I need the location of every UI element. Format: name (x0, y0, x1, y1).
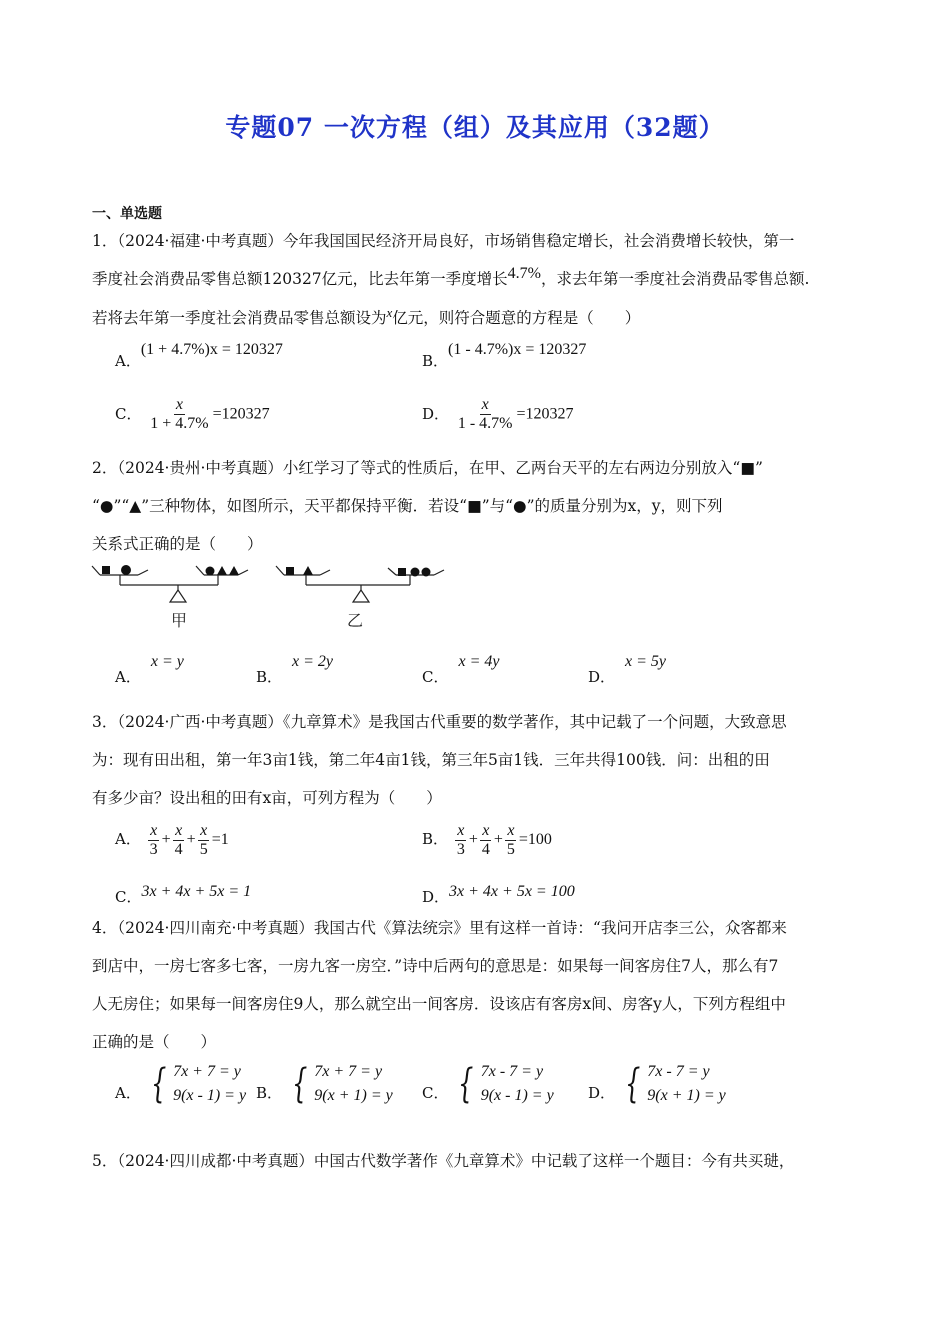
question-4-line-4: 正确的是（ ） (92, 1033, 217, 1051)
circle-icon (411, 568, 420, 577)
circle-icon (422, 568, 431, 577)
option-formula: (1 - 4.7%)x = 120327 (448, 341, 587, 358)
equation-row: 9(x + 1) = y (314, 1087, 393, 1104)
question-1-line-1: 1．（2024·福建·中考真题）今年我国国民经济开局良好，市场销售稳定增长，社会消费增长较快，第一 (92, 232, 795, 250)
question-1-text: 亿元，则符合题意的方程是（ ） (392, 309, 641, 327)
question-3 (92, 703, 857, 817)
question-2 (92, 449, 857, 563)
question-5 (92, 1142, 857, 1180)
circle-icon (121, 565, 131, 575)
question-1 (92, 222, 857, 338)
q2-option-c[interactable] (422, 650, 500, 686)
question-1-line-2 (92, 260, 857, 299)
question-2-line-1: 2．（2024·贵州·中考真题）小红学习了等式的性质后，在甲、乙两台天平的左右两边分别放入“■” (92, 459, 763, 477)
option-formula: x = 4y (458, 653, 500, 670)
equation-system: { 7x + 7 = y 9(x + 1) = y (291, 1061, 393, 1107)
option-label: C． (422, 668, 449, 686)
option-label: C． (115, 404, 142, 423)
option-label: D． (588, 668, 616, 686)
question-3-line-2: 为：现有田出租，第一年3亩1钱，第二年4亩1钱，第三年5亩1钱．三年共得100钱．问：出租的田 (92, 751, 770, 769)
option-label: B． (422, 830, 449, 849)
option-label: D． (588, 1084, 616, 1102)
equation-row: 7x - 7 = y (647, 1063, 710, 1080)
equation-row: 7x + 7 = y (173, 1063, 241, 1080)
equation-row: 9(x - 1) = y (480, 1087, 554, 1104)
growth-percent: 4.7% (507, 265, 541, 282)
option-formula: x = 2y (292, 653, 334, 670)
square-icon (102, 566, 110, 574)
triangle-icon (217, 566, 227, 575)
equation-row: 7x + 7 = y (314, 1063, 383, 1080)
q1-option-b[interactable] (422, 338, 587, 370)
option-label: A． (115, 830, 141, 849)
q2-option-b[interactable] (256, 650, 334, 686)
q4-option-a[interactable] (115, 1060, 246, 1108)
option-rhs: =1 (211, 831, 229, 849)
square-icon (286, 567, 294, 575)
scale-label-yi: 乙 (347, 611, 364, 630)
equation-system: { 7x - 7 = y 9(x - 1) = y (458, 1061, 554, 1107)
square-icon (398, 568, 406, 576)
question-1-text: 季度社会消费品零售总额120327亿元，比去年第一季度增长 (92, 270, 508, 288)
equation-row: 9(x + 1) = y (647, 1087, 726, 1104)
q4-option-d[interactable] (588, 1060, 726, 1108)
question-4-line-2: 到店中，一房七客多七客，一房九客一房空．”诗中后两句的意思是：如果每一间客房住7人，那么有7 (92, 957, 779, 975)
q1-option-a[interactable] (115, 338, 283, 370)
question-4-line-3: 人无房住；如果每一间客房住9人，那么就空出一间客房．设该店有客房x间、房客y人，下列方程组中 (92, 995, 786, 1013)
q3-option-a[interactable] (115, 822, 229, 859)
q1-option-c[interactable] (115, 396, 270, 433)
option-label: C． (422, 1084, 449, 1102)
option-label: D． (422, 888, 450, 906)
q4-option-c[interactable] (422, 1060, 554, 1108)
q2-option-d[interactable] (588, 650, 667, 686)
balance-scales-figure (90, 562, 450, 634)
denominator: 1 + 4.7% (150, 415, 209, 432)
option-label: A． (115, 668, 141, 686)
q3-option-d[interactable] (422, 880, 575, 906)
equation-system: { 7x + 7 = y 9(x - 1) = y (150, 1061, 247, 1107)
option-rhs: =120327 (516, 405, 574, 423)
option-formula: x = 5y (625, 653, 667, 670)
variable-x: x (386, 305, 393, 320)
question-2-line-2: “●”“▲”三种物体，如图所示，天平都保持平衡．若设“■”与“●”的质量分别为x，y，则下列 (92, 497, 723, 515)
question-5-line-1: 5．（2024·四川成都·中考真题）中国古代数学著作《九章算术》中记载了这样一个题目：今有共买琎， (92, 1152, 795, 1170)
option-formula: $\frac{x}{3}$ + $\frac{x}{4}$ + $\frac{x}{5}$ =1 (149, 822, 229, 858)
numerator: x (481, 396, 489, 413)
scale-label-jia: 甲 (171, 611, 188, 630)
option-formula: 3x + 4x + 5x = 1 (141, 883, 252, 900)
q3-option-c[interactable] (115, 880, 252, 906)
question-3-line-3: 有多少亩？设出租的田有x亩，可列方程为（ ） (92, 789, 442, 807)
denominator: 1 - 4.7% (457, 415, 513, 432)
option-rhs: =100 (518, 831, 552, 849)
fraction (148, 396, 210, 433)
triangle-icon (303, 566, 313, 575)
q1-option-d[interactable] (422, 396, 574, 433)
question-4-line-1: 4．（2024·四川南充·中考真题）我国古代《算法统宗》里有这样一首诗：“我问开店李三公，众客都来 (92, 919, 787, 937)
option-label: B． (256, 1084, 283, 1102)
question-4 (92, 909, 857, 1061)
section-heading: 一、单选题 (92, 206, 162, 222)
option-rhs: =120327 (212, 405, 270, 423)
question-1-text: 若将去年第一季度社会消费品零售总额设为 (92, 309, 387, 327)
numerator: x (175, 396, 183, 413)
page-title: 专题07 一次方程（组）及其应用（32题） (225, 113, 725, 142)
option-label: A． (115, 352, 141, 370)
circle-icon (206, 567, 215, 576)
question-3-line-1: 3．（2024·广西·中考真题）《九章算术》是我国古代重要的数学著作，其中记载了一个问题，大致意思 (92, 713, 787, 731)
option-formula: $\frac{x}{3}$ + $\frac{x}{4}$ + $\frac{x}{5}$ =100 (456, 822, 552, 858)
option-label: C． (115, 888, 142, 906)
q4-option-b[interactable] (256, 1060, 393, 1108)
equation-row: 7x - 7 = y (480, 1063, 544, 1080)
option-label: B． (256, 668, 283, 686)
question-2-line-3: 关系式正确的是（ ） (92, 535, 263, 553)
triangle-icon (229, 566, 239, 575)
question-1-text: ，求去年第一季度社会消费品零售总额. (541, 270, 810, 288)
q3-option-b[interactable] (422, 822, 552, 859)
fraction (456, 396, 515, 433)
option-label: B． (422, 352, 449, 370)
option-formula: x = y (150, 653, 184, 670)
question-1-line-3 (92, 299, 857, 338)
equation-system: { 7x - 7 = y 9(x + 1) = y (624, 1061, 726, 1107)
option-label: A． (115, 1084, 141, 1102)
q2-option-a[interactable] (115, 650, 184, 686)
option-label: D． (422, 404, 450, 423)
equation-row: 9(x - 1) = y (173, 1087, 247, 1104)
option-formula: 3x + 4x + 5x = 100 (449, 883, 575, 900)
option-formula: (1 + 4.7%)x = 120327 (140, 341, 283, 358)
